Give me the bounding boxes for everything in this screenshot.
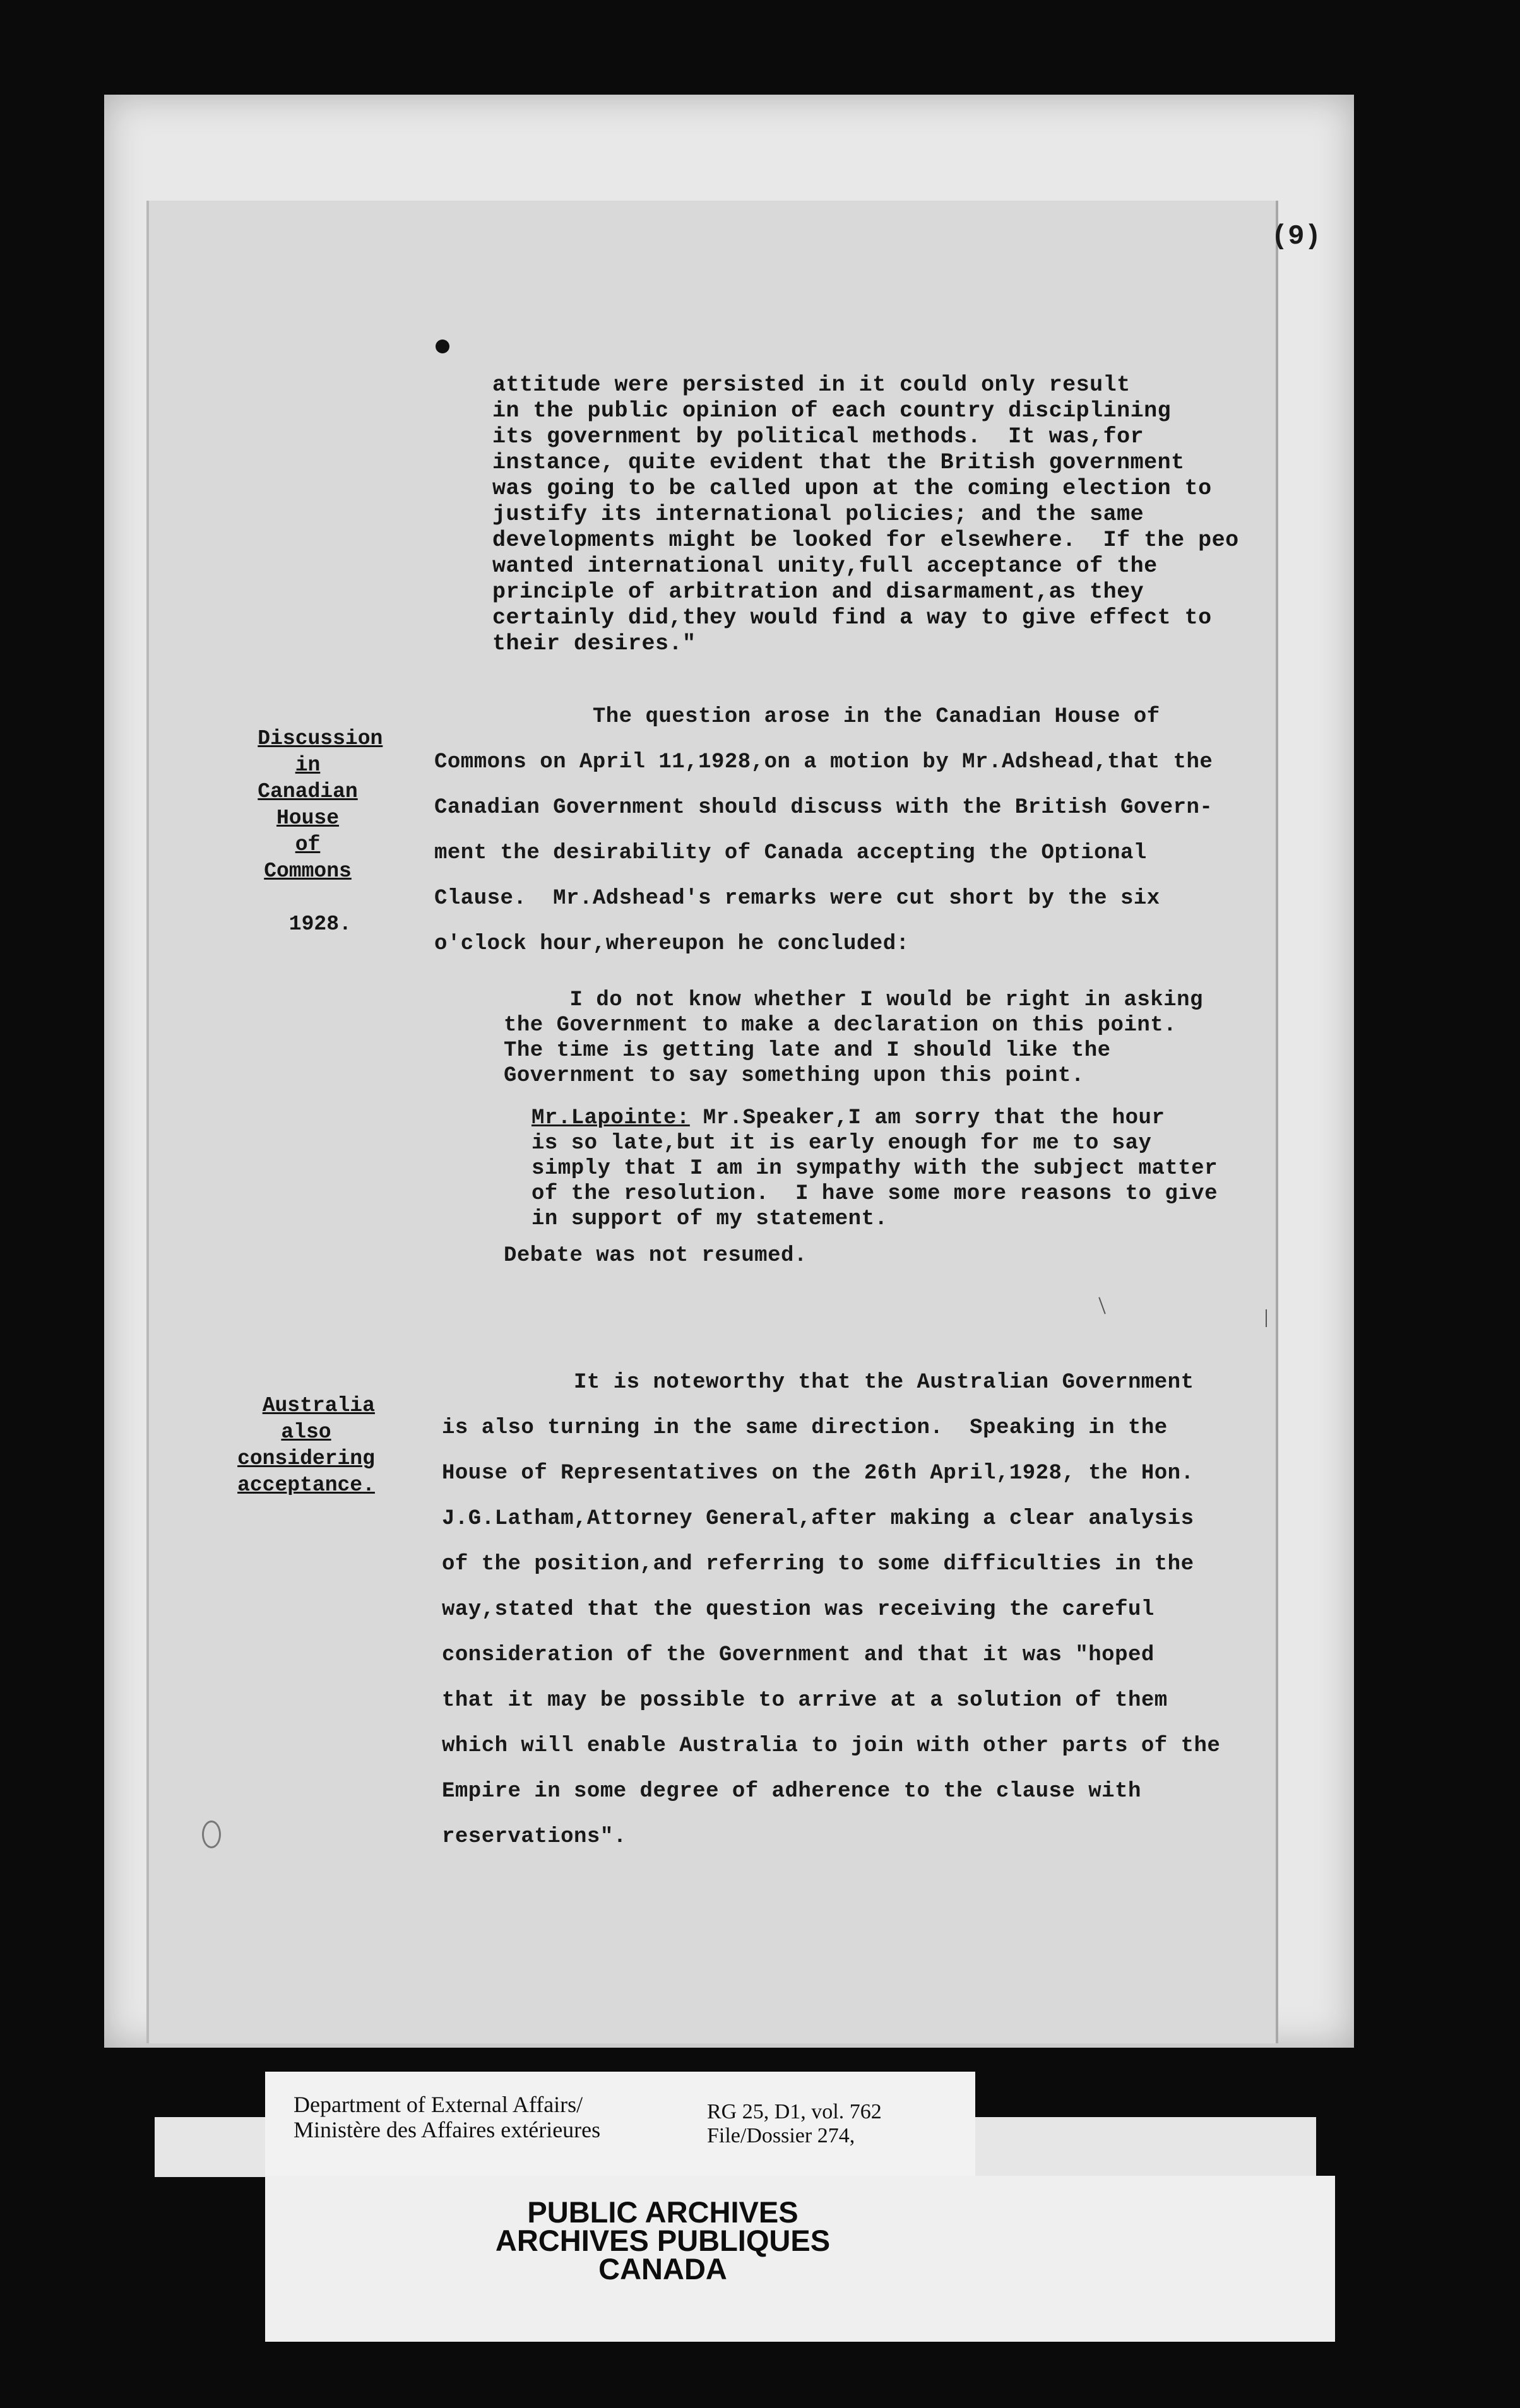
margin-note-year: 1928. (288, 912, 352, 936)
stamp-line-2: ARCHIVES PUBLIQUES (495, 2224, 831, 2257)
stamp-line-1: PUBLIC ARCHIVES (527, 2195, 799, 2229)
archive-reference-label (265, 2072, 975, 2178)
archives-stamp (265, 2195, 1060, 2286)
page-number: (9) (1271, 221, 1321, 252)
section1-quote-lapointe-first-line (531, 1106, 1165, 1131)
section1-quote-lapointe-rest: is so late,but it is early enough for me to say simply that I am in sympathy with the subject matter of the resolution. I have some more reasons to give in support of my statement. (531, 1131, 1218, 1231)
archives-stamp-box (265, 2176, 1335, 2342)
punch-hole-icon (436, 339, 449, 353)
margin-note-title: Discussion in Canadian House of Commons (258, 727, 383, 883)
scan-circle-mark (202, 1821, 221, 1848)
margin-note-canadian-commons (224, 699, 391, 938)
record-reference: RG 25, D1, vol. 762 File/Dossier 274, (707, 2100, 882, 2147)
section1-quote-adshead: I do not know whether I would be right in asking the Government to make a declaration on this point. The time is getting late and I should like the Government to say something upon this point. (504, 988, 1203, 1088)
section1-paragraph: The question arose in the Canadian House of Commons on April 11,1928,on a motion by Mr.Adshead,that the Canadian Government should discuss with the British Govern- ment the desirability of Canada accepting the Optional Clause. Mr.Adshead's remarks were cut short by the six o'clock hour,whereupon he concluded: (434, 705, 1213, 956)
section2-paragraph: It is noteworthy that the Australian Government is also turning in the same direction. Speaking in the House of Representatives on the 26th April,1928, the Hon. J.G.Latham,Attorney General,after making a clear analysis of the position,and referring to some difficulties in the way,stated that the question was receiving the careful consideration of the Government and that it was "hoped that it may be possible to arrive at a solution of them which will enable Australia to join with other parts of the Empire in some degree of adherence to the clause with reservations". (442, 1371, 1221, 1849)
margin-note-australia (221, 1366, 391, 1499)
scan-mark (1266, 1309, 1267, 1327)
department-name: Department of External Affairs/ Ministère des Affaires extérieures (294, 2092, 601, 2142)
margin-note-australia-title: Australia also considering acceptance. (237, 1394, 375, 1497)
speaker-text: Mr.Speaker,I am sorry that the hour (689, 1106, 1165, 1130)
opening-quote-block: attitude were persisted in it could only result in the public opinion of each country disciplining its government by political methods. It was,for instance, quite evident that the British government was going to be called upon at the coming election to justify its international policies; and the same developments might be looked for elsewhere. If the peo wanted international unity,full acceptance of the principle of arbitration and disarmament,as they certainly did,they would find a way to give effect to their desires." (492, 372, 1239, 656)
debate-note: Debate was not resumed. (504, 1244, 807, 1268)
speaker-name: Mr.Lapointe: (531, 1106, 690, 1130)
stamp-line-3: CANADA (598, 2252, 727, 2286)
